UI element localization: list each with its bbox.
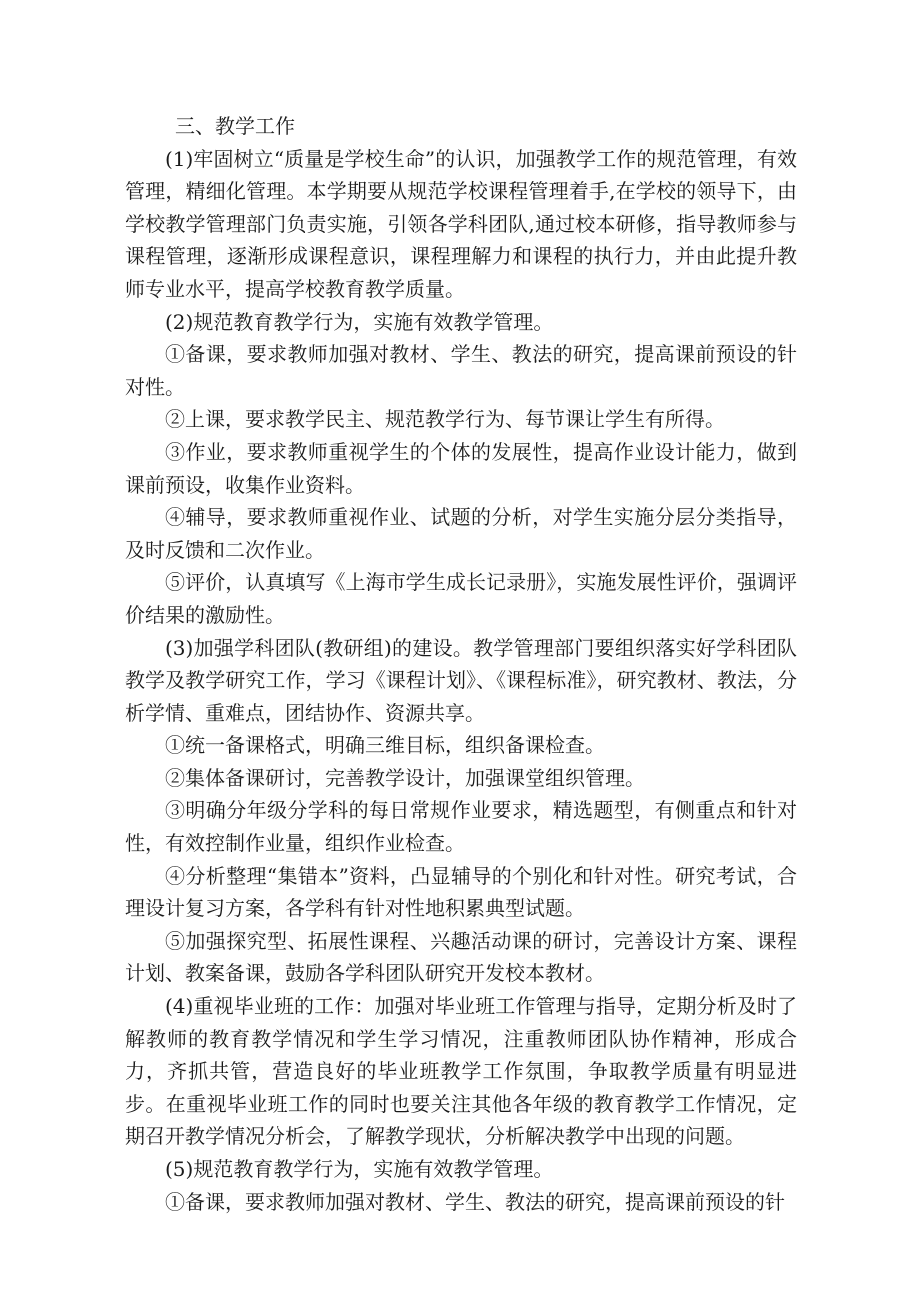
document-body (125, 110, 797, 1218)
paragraph-item-2-standardize: (2)规范教育教学行为，实施有效教学管理。 (165, 309, 554, 334)
paragraph-item-1-quality: (1)牢固树立“质量是学校生命”的认识，加强教学工作的规范管理，有效管理，精细化管理。本学期要从规范学校课程管理着手,在学校的领导下，由学校教学管理部门负责实施，引领各学科团队,通过校本研修，指导教师参与课程管理，逐渐形成课程意识，课程理解力和课程的执行力，并由此提升教师专业水平，提高学校教育教学质量。 (125, 146, 797, 301)
paragraph-collective-prep: ②集体备课研讨，完善教学设计，加强课堂组织管理。 (165, 765, 645, 790)
paragraph-inquiry-courses: ⑤加强探究型、拓展性课程、兴趣活动课的研讨，完善设计方案、课程计划、教案备课，鼓励各学科团队研究开发校本教材。 (125, 928, 797, 986)
paragraph-daily-homework: ③明确分年级分学科的每日常规作业要求，精选题型，有侧重点和针对性，有效控制作业量，组织作业检查。 (125, 798, 797, 856)
section-heading: 三、教学工作 (175, 114, 295, 138)
paragraph-error-book: ④分析整理“集错本”资料，凸显辅导的个别化和针对性。研究考试，合理设计复习方案，各学科有针对性地积累典型试题。 (125, 863, 797, 921)
paragraph-lesson-prep: ①备课，要求教师加强对教材、学生、教法的研究，提高课前预设的针对性。 (125, 342, 797, 399)
paragraph-unify-format: ①统一备课格式，明确三维目标，组织备课检查。 (165, 733, 605, 758)
paragraph-item-5-standardize: (5)规范教育教学行为，实施有效教学管理。 (165, 1157, 554, 1181)
paragraph-class: ②上课，要求教学民主、规范教学行为、每节课让学生有所得。 (165, 407, 725, 432)
paragraph-lesson-prep-2: ①备课，要求教师加强对教材、学生、教法的研究，提高课前预设的针 (165, 1189, 785, 1214)
paragraph-evaluation: ⑤评价，认真填写《上海市学生成长记录册》，实施发展性评价，强调评价结果的激励性。 (125, 570, 797, 627)
paragraph-homework: ③作业，要求教师重视学生的个体的发展性，提高作业设计能力，做到课前预设，收集作业资料。 (125, 439, 797, 497)
paragraph-item-4-graduation: (4)重视毕业班的工作：加强对毕业班工作管理与指导，定期分析及时了解教师的教育教学情况和学生学习情况，注重教师团队协作精神，形成合力，齐抓共管，营造良好的毕业班教学工作氛围，争取教学质量有明显进步。在重视毕业班工作的同时也要关注其他各年级的教育教学工作情况，定期召开教学情况分析会，了解教学现状，分析解决教学中出现的问题。 (125, 994, 797, 1149)
paragraph-tutoring: ④辅导，要求教师重视作业、试题的分析，对学生实施分层分类指导，及时反馈和二次作业。 (125, 505, 797, 562)
paragraph-item-3-team: (3)加强学科团队(教研组)的建设。教学管理部门要组织落实好学科团队教学及教学研究工作，学习《课程计划》、《课程标准》，研究教材、教法，分析学情、重难点，团结协作、资源共享。 (125, 635, 797, 725)
